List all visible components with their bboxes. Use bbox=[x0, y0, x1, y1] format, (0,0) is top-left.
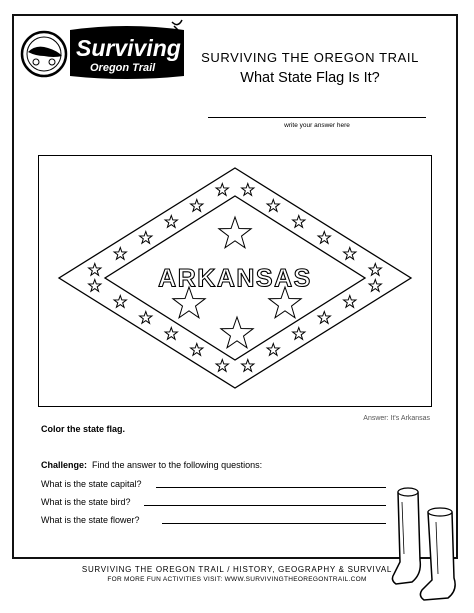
border-star bbox=[165, 328, 177, 340]
answer-hint: write your answer here bbox=[284, 122, 350, 129]
border-star bbox=[114, 248, 126, 260]
boots-illustration bbox=[388, 482, 468, 604]
challenge-label: Challenge: bbox=[41, 460, 88, 470]
page-title: SURVIVING THE OREGON TRAIL bbox=[201, 50, 419, 65]
border-star bbox=[191, 200, 203, 212]
border-star bbox=[293, 328, 305, 340]
border-star bbox=[216, 184, 228, 196]
arkansas-flag-drawing[interactable] bbox=[39, 156, 431, 406]
page-subtitle: What State Flag Is It? bbox=[240, 70, 380, 86]
answer-input-line[interactable] bbox=[208, 117, 426, 118]
answer-line-bird[interactable] bbox=[144, 505, 386, 506]
border-star bbox=[293, 216, 305, 228]
border-star bbox=[318, 232, 330, 244]
border-star bbox=[165, 216, 177, 228]
answer-line-capital[interactable] bbox=[156, 487, 386, 488]
flag-outline[interactable] bbox=[38, 155, 432, 407]
question-bird: What is the state bird? bbox=[41, 497, 131, 507]
border-star bbox=[114, 296, 126, 308]
border-star bbox=[344, 296, 356, 308]
challenge-text bbox=[41, 460, 262, 470]
border-star bbox=[242, 184, 254, 196]
surviving-oregon-trail-logo bbox=[14, 18, 190, 86]
border-star bbox=[344, 248, 356, 260]
border-star bbox=[89, 280, 101, 292]
question-capital: What is the state capital? bbox=[41, 479, 142, 489]
center-star bbox=[219, 217, 251, 248]
border-star bbox=[216, 360, 228, 372]
footer-title: SURVIVING THE OREGON TRAIL / HISTORY, GEOGRAPHY & SURVIVAL bbox=[81, 565, 393, 574]
border-star bbox=[242, 360, 254, 372]
border-star bbox=[140, 232, 152, 244]
answer-line-flower[interactable] bbox=[162, 523, 386, 524]
answer-key: Answer: It's Arkansas bbox=[363, 415, 430, 422]
challenge-description: Find the answer to the following questions: bbox=[92, 460, 263, 470]
border-star bbox=[267, 344, 279, 356]
color-instruction: Color the state flag. bbox=[41, 424, 126, 434]
center-star bbox=[221, 317, 253, 348]
logo-text-line2: Oregon Trail bbox=[90, 62, 156, 74]
border-star bbox=[267, 200, 279, 212]
question-flower: What is the state flower? bbox=[41, 515, 140, 525]
border-star bbox=[191, 344, 203, 356]
border-star bbox=[369, 264, 381, 276]
logo-text-line1: Surviving bbox=[76, 35, 181, 61]
border-star bbox=[369, 280, 381, 292]
border-star bbox=[89, 264, 101, 276]
border-star bbox=[318, 312, 330, 324]
border-star bbox=[140, 312, 152, 324]
flag-label: ARKANSAS bbox=[158, 264, 312, 293]
footer-website: FOR MORE FUN ACTIVITIES VISIT: WWW.SURVIVINGTHEOREGONTRAIL.COM bbox=[107, 576, 367, 583]
